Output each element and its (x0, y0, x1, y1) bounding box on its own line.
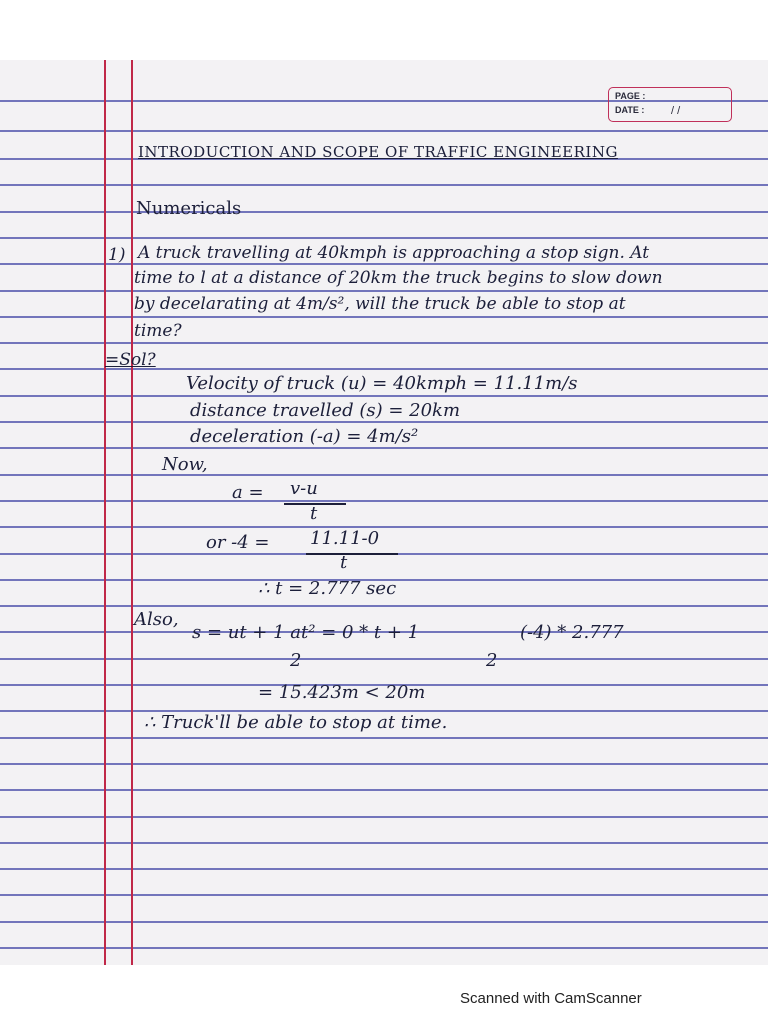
question-line-3: by decelarating at 4m/s², will the truck be able to stop at (134, 294, 626, 314)
given-velocity: Velocity of truck (u) = 40kmph = 11.11m/s (186, 373, 578, 394)
ruled-line (0, 658, 768, 660)
question-line-4: time? (134, 321, 182, 341)
section-heading: Numericals (136, 198, 242, 219)
equation-3-part-b: (-4) * 2.777 (520, 622, 624, 643)
ruled-line (0, 237, 768, 239)
equation-3-denominator-2: 2 (486, 650, 498, 671)
margin-line-left (104, 60, 106, 965)
ruled-line (0, 290, 768, 292)
solution-label: =Sol? (105, 350, 156, 370)
ruled-line (0, 447, 768, 449)
given-deceleration: deceleration (-a) = 4m/s² (190, 426, 419, 447)
conclusion: ∴ Truck'll be able to stop at time. (144, 712, 448, 733)
date-label: DATE : (615, 105, 645, 115)
question-line-2: time to l at a distance of 20km the truck begins to slow down (134, 268, 663, 288)
ruled-line (0, 921, 768, 923)
ruled-line (0, 763, 768, 765)
ruled-line (0, 842, 768, 844)
ruled-line (0, 605, 768, 607)
given-distance: distance travelled (s) = 20km (190, 400, 461, 421)
now-label: Now, (162, 454, 208, 475)
ruled-line (0, 421, 768, 423)
ruled-line (0, 526, 768, 528)
ruled-line (0, 211, 768, 213)
ruled-line (0, 342, 768, 344)
ruled-line (0, 474, 768, 476)
ruled-line (0, 947, 768, 949)
ruled-line (0, 816, 768, 818)
equation-1-denominator: t (310, 503, 318, 524)
notebook-page (0, 60, 768, 965)
equation-3-part-a: s = ut + 1 at² = 0 * t + 1 (192, 622, 420, 643)
equation-2-fraction-bar (306, 553, 398, 555)
also-label: Also, (134, 609, 179, 630)
ruled-line (0, 316, 768, 318)
question-number: 1) (108, 245, 126, 265)
margin-line-right (131, 60, 133, 965)
question-line-1: A truck travelling at 40kmph is approaching a stop sign. At (138, 243, 650, 263)
equation-2-lhs: or -4 = (206, 532, 270, 553)
equation-3-denominator-1: 2 (290, 650, 302, 671)
equation-2-numerator: 11.11-0 (310, 528, 380, 549)
ruled-line (0, 789, 768, 791)
ruled-line (0, 737, 768, 739)
equation-1-numerator: v-u (290, 478, 318, 499)
result-time: ∴ t = 2.777 sec (258, 578, 397, 599)
ruled-line (0, 395, 768, 397)
ruled-line (0, 130, 768, 132)
equation-1-lhs: a = (232, 482, 264, 503)
date-value: / / (671, 105, 681, 117)
page-date-box (608, 87, 732, 122)
ruled-line (0, 894, 768, 896)
ruled-line (0, 184, 768, 186)
scanner-watermark: Scanned with CamScanner (460, 990, 642, 1007)
ruled-line (0, 868, 768, 870)
page-label: PAGE : (615, 91, 646, 101)
ruled-line (0, 500, 768, 502)
equation-4: = 15.423m < 20m (258, 682, 426, 703)
equation-2-denominator: t (340, 552, 348, 573)
page-title: INTRODUCTION AND SCOPE OF TRAFFIC ENGINEERING (138, 143, 618, 161)
